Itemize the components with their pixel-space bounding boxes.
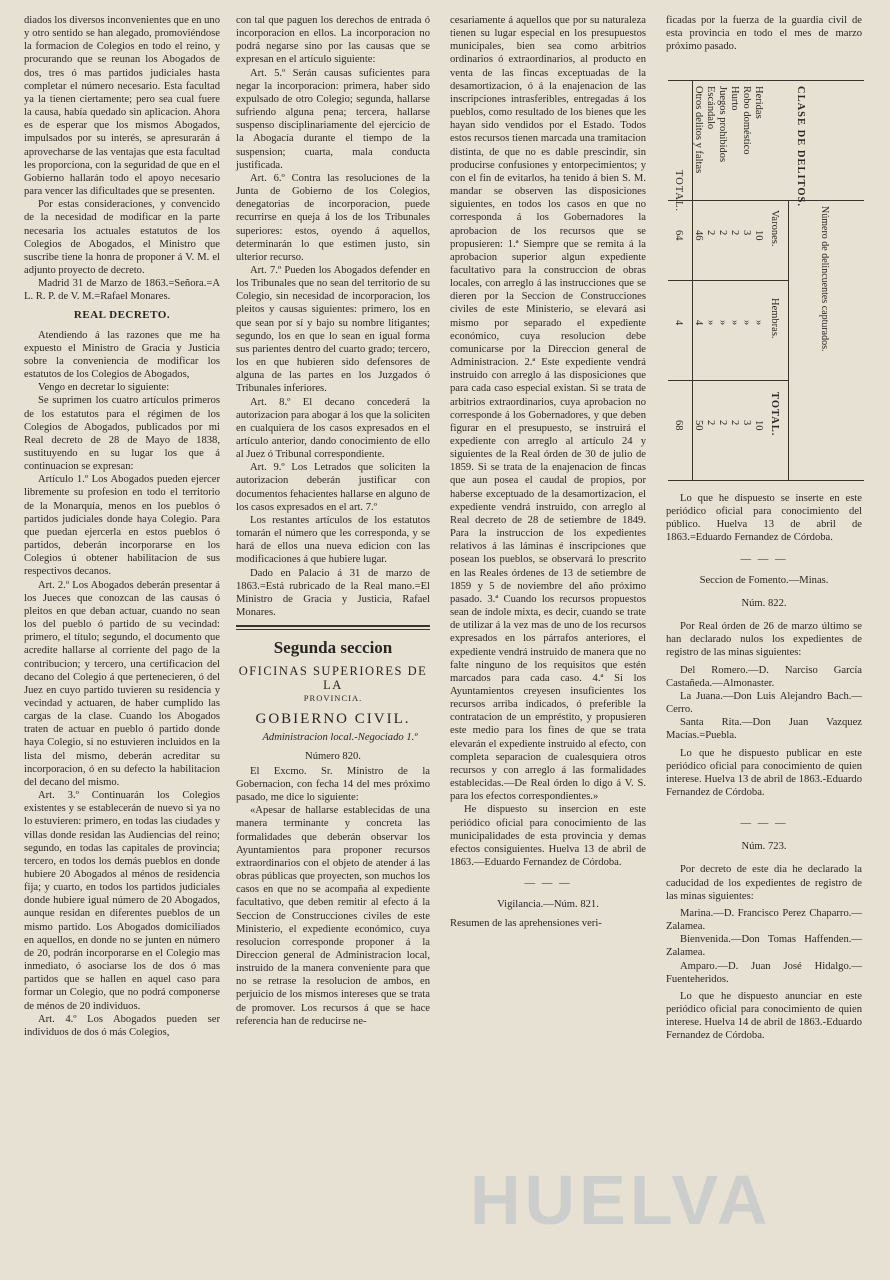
mine-entry: Amparo.—D. Juan José Hidalgo.—Fuenteheridos. bbox=[666, 960, 862, 985]
divider bbox=[236, 625, 430, 627]
article-2: Art. 2.º Los Abogados deberán presentar á los Jueces que conozcan de las causas ó pleitos en que deban actuar, cuando no sean los del pueblo ó partido de su vecindad: primero, el título; segundo, el documento que acredite hallarse al corriente del pago de la contribucion; y tercero, una certificacion del decano del Colegio á que pertenecieren, ó del Juez en cuyo partido tuvieren su residencia y vecindad y actuaren, de haber cumplido las cargas de la clase. Cuando los Abogados traten de actuar en pueblo ó partido donde haya Colegio, si no estuvieren incluidos en la lista del mismo, deberán acreditar su incorporacion, ó en su defecto la habilitacion del decano del mismo. bbox=[24, 579, 220, 788]
table-cell-hembras: » bbox=[729, 320, 740, 326]
table-cell-delito: Juegos prohibidos bbox=[717, 86, 728, 163]
office-subheading: PROVINCIA. bbox=[303, 693, 363, 704]
paragraph: Por Real órden de 26 de marzo último se han declarado nulos los expedientes de registro de las minas siguientes: bbox=[666, 621, 862, 659]
mine-entry: Santa Rita.—Don Juan Vazquez Macías.=Puebla. bbox=[666, 717, 862, 742]
article-6: Art. 6.º Contra las resoluciones de la Junta de Gobierno de los Colegios, denegatorias de incorporacion, puede recurrirse en queja á los de los Tribunales superiores: estos, oyendo á aquellos, determinarán lo que estimen justo, sin ulterior recurso. bbox=[236, 172, 430, 263]
table-border bbox=[668, 80, 864, 81]
signature-line: Madrid 31 de Marzo de 1863.=Señora.=A L. R. P. de V. M.=Rafael Monares. bbox=[24, 278, 220, 303]
table-cell-total: 3 bbox=[741, 420, 752, 426]
mine-entry: Bienvenida.—Don Tomas Haffenden.—Zalamea. bbox=[666, 934, 862, 959]
table-total-hembras: 4 bbox=[673, 320, 684, 326]
notice-number: Núm. 723. bbox=[741, 841, 787, 853]
paragraph: ficadas por la fuerza de la guardia civil de esta provincia en todo el mes de marzo próximo pasado. bbox=[666, 15, 862, 53]
column-3 bbox=[450, 14, 646, 931]
article-7: Art. 7.º Pueden los Abogados defender en los Tribunales que no sean del territorio de su Colegio, sin necesidad de incorporacion, los pleitos y causas siguientes: primero, los en que sean por sí y bajo su nombre litigantes; segundo, los en que lo sean en igual forma sus parientes dentro del cuarto grado; tercero, los en que hubieren sido defensores de alguna de las partes en los Juzgados ó Tribunales inferiores. bbox=[236, 264, 430, 395]
table-cell-varones: 2 bbox=[717, 230, 728, 236]
paragraph: Lo que he dispuesto anunciar en este periódico oficial para conocimiento de quien interese. Huelva 14 de abril de 1863.-Eduardo Fernandez de Córdoba. bbox=[666, 990, 862, 1042]
table-total-total: 68 bbox=[673, 420, 684, 431]
notice-number: Número 820. bbox=[305, 750, 361, 762]
table-total-varones: 64 bbox=[673, 230, 684, 241]
paragraph: Por estas consideraciones, y convencido de la necesidad de modificar en la parte necesaria los actuales estatutos de los Colegios de Abogados, el Ministro que suscribe tiene la honra de proponer á V. M. el adjunto proyecto de decreto. bbox=[24, 199, 220, 276]
table-cell-varones: 2 bbox=[705, 230, 716, 236]
column-1 bbox=[24, 14, 220, 1039]
paragraph: Vengo en decretar lo siguiente: bbox=[38, 382, 170, 394]
divider: — — — bbox=[740, 553, 788, 565]
paragraph: Lo que he dispuesto se inserte en este periódico oficial para conocimiento del público. Huelva 13 de abril de 1863.=Eduardo Fernandez de Córdoba. bbox=[666, 493, 862, 544]
office-heading: OFICINAS SUPERIORES DE LA bbox=[238, 664, 428, 693]
paragraph: Por decreto de este dia he declarado la caducidad de los expedientes de registro de las minas siguientes: bbox=[666, 864, 862, 902]
mine-entry: Del Romero.—D. Narciso García Castañeda.—Almonaster. bbox=[666, 664, 862, 689]
table-cell-total: 2 bbox=[717, 420, 728, 426]
paragraph: El Excmo. Sr. Ministro de la Gobernacion, con fecha 14 del mes próximo pasado, me dice lo siguiente: bbox=[236, 765, 430, 804]
article-4: Art. 4.º Los Abogados pueden ser individuos de dos ó más Colegios, bbox=[24, 1013, 220, 1038]
article-5: Art. 5.º Serán causas suficientes para negar la incorporacion: primera, haber sido expulsado de otro Colegio; segunda, hallarse sufriendo alguna pena; tercera, hallarse suspenso disciplinariamente del ejercicio de la Abogacía durante el tiempo de la suspension; cuarta, mala conducta justificada. bbox=[236, 67, 430, 171]
department-label: Administracion local.-Negociado 1.º bbox=[262, 731, 418, 743]
paragraph: Atendiendo á las razones que me ha expuesto el Ministro de Gracia y Justicia sobre la conveniencia de modificar los estatutos de los Colegios de Abogados, bbox=[24, 329, 220, 381]
table-cell-hembras: » bbox=[717, 320, 728, 326]
table-cell-total: 2 bbox=[729, 420, 740, 426]
table-cell-delito: Robo doméstico bbox=[741, 86, 752, 155]
divider: — — — bbox=[524, 878, 572, 890]
table-header-hembras: Hembras. bbox=[769, 298, 780, 339]
table-cell-total: 2 bbox=[705, 420, 716, 426]
arrests-table bbox=[668, 80, 864, 480]
table-cell-delito: Hurto bbox=[729, 86, 740, 111]
mine-entry: Marina.—D. Francisco Perez Chaparro.—Zalamea. bbox=[666, 907, 862, 933]
paragraph: Lo que he dispuesto publicar en este periódico oficial para conocimiento de quien interese. Huelva 13 de abril de 1863.-Eduardo Fernandez de Córdoba. bbox=[666, 747, 862, 798]
gobierno-heading: GOBIERNO CIVIL. bbox=[255, 711, 411, 728]
column-4-lower bbox=[666, 492, 862, 1042]
table-header-clase: CLASE DE DELITOS. bbox=[795, 86, 806, 207]
table-border bbox=[668, 380, 788, 381]
table-border bbox=[788, 200, 789, 480]
article-9: Art. 9.º Los Letrados que soliciten la autorizacion deberán justificar con documentos fehacientes hallarse en alguno de los casos expresados en el art. 7.º bbox=[236, 462, 430, 513]
column-2 bbox=[236, 14, 430, 1028]
table-border bbox=[668, 280, 788, 281]
signature-line: Dado en Palacio á 31 de marzo de 1863.=Está rubricado de la Real mano.=El Ministro de Gracia y Justicia, Rafael Monares. bbox=[236, 567, 430, 619]
table-header-total: TOTAL. bbox=[769, 392, 780, 437]
table-cell-delito: Otros delitos y faltas bbox=[693, 86, 704, 174]
section-heading-fomento: Seccion de Fomento.—Minas. bbox=[699, 574, 829, 586]
table-cell-varones: 46 bbox=[693, 230, 704, 241]
article-8: Art. 8.º El decano concederá la autorizacion para abogar á los que la soliciten en cualquiera de los casos expresados en el artículo anterior, dando conocimiento de ello al Juez ó Tribunal correspondiente. bbox=[236, 396, 430, 461]
table-total-label: TOTAL. bbox=[673, 170, 684, 213]
table-cell-hembras: » bbox=[705, 320, 716, 326]
paragraph: Se suprimen los cuatro artículos primeros de los estatutos para el régimen de los Colegios de Abogados, publicados por mi Real decreto de 28 de Mayo de 1838, sustituyendo en su lugar los que á continuacion se expresan: bbox=[24, 395, 220, 473]
notice-number: Vigilancia.—Núm. 821. bbox=[497, 899, 599, 911]
paragraph: Los restantes artículos de los estatutos tomarán el número que les corresponda, y se hará de ellos una nueva edicion con las modificaciones á que hubiere lugar. bbox=[236, 514, 430, 566]
watermark-logo: HUELVA bbox=[470, 1161, 772, 1239]
divider bbox=[236, 629, 430, 630]
paragraph: Resumen de las aprehensiones veri- bbox=[450, 918, 602, 930]
notice-number: Núm. 822. bbox=[741, 597, 787, 609]
table-header-varones: Varones. bbox=[769, 210, 780, 247]
table-cell-hembras: » bbox=[753, 320, 764, 326]
divider: — — — bbox=[740, 818, 788, 830]
table-header-numero: Número de delincuentes capturados. bbox=[819, 206, 830, 352]
column-4 bbox=[666, 14, 862, 53]
table-cell-varones: 2 bbox=[729, 230, 740, 236]
table-cell-varones: 3 bbox=[741, 230, 752, 236]
article-1: Artículo 1.º Los Abogados pueden ejercer libremente su profesion en todo el territorio de la Monarquía, menos en los pueblos ó partidos judiciales donde haya Colegio. Para que puedan ejercerla en estos pueblos ó partidos, deberán incorporarse en los Colegios ú obtener habilitacion de sus respectivos decanos. bbox=[24, 474, 220, 578]
section-title: Segunda seccion bbox=[273, 638, 393, 658]
table-cell-varones: 10 bbox=[753, 230, 764, 241]
table-cell-delito: Escándalo bbox=[705, 86, 716, 130]
paragraph: cesariamente á aquellos que por su naturaleza tienen su lugar especial en los presupuestos municipales, bien sea como arbitrios ordinarios ó extraordinarios, al producto en venta de las fincas exceptuadas de la desamortizacion, ó á la enajenacion de las inscripciones intrasferibles, entregadas á los pueblos, como resultado de los bienes que les hayan sido vendidos por el Estado. Todos estos recursos tienen marcada una tramitacion distinta, de que no es dable prescindir, sin producirse confusiones y entorpecimientos; y con el fin de evitarlos, ha tenido á bien S. M. mandar se observen las disposiciones siguientes, en todos los casos en que no corresponda á los Gobernadores la aprobacion de los recursos que se propusieren: 1.ª Siempre que se remita á la aprobacion superior algun expediente facultativo para la construccion de obras locales, con arreglo á las instrucciones que se dieren por la Seccion de Construcciones civiles de este Ministerio, se elevará asi mismo por separado el expediente económico, cuya resolucion debe comunicarse por la Direccion general de Administracion. 2.ª Este expediente vendrá instruido con arreglo á las disposiciones que para cada caso especial existan. Si se trata de arbitrios extraordinarios, cuya aprobacion no corresponde á los Gobernadores, y que deben figurar en el presupuesto, se instruirá el expediente con arreglo al artículo 24 y siguientes de la Real órden de 30 de julio de 1859. Si se trata de la enajenacion de fincas que aun posea el caudal de propios, por haberse exceptuado de la desamortizacion, el expediente vendrá instruido, con arreglo al Real decreto de 28 de setiembre de 1849. Para la instruccion de los expedientes relativos á las láminas é inscripciones que posean los pueblos, se observará lo prescrito en las Reales órdenes de 13 de setiembre de 1859 y 5 de noviembre del año próximo pasado. 3.ª Cuando los recursos propuestos sean de índole mixta, es decir, cuando se trate de utilizar á la vez mas de uno de los recursos expresados en los párrafos anteriores, el expediente vendrá instruido de manera que no falte ninguno de los requisitos que estén marcados para cada caso. 4.ª Si los Ayuntamientos creyesen insuficientes los recursos arriba indicados, ó preferible la contratacion de un empréstito, y propusieren este medio para los fines de que se trata elevarán el expediente instruido al efecto, con completa separacion de cualesquiera otros recursos y con arreglo á las formalidades establecidas.—De Real órden lo digo á V. S. para los efectos correspondientes.» bbox=[450, 15, 646, 803]
table-cell-hembras: » bbox=[741, 320, 752, 326]
table-cell-delito: Heridas bbox=[753, 86, 764, 119]
paragraph: con tal que paguen los derechos de entrada ó incorporacion en ellos. La incorporacion no podrá negarse sino por las causas que se expresan en el artículo siguiente: bbox=[236, 15, 430, 66]
table-cell-total: 10 bbox=[753, 420, 764, 431]
table-cell-hembras: 4 bbox=[693, 320, 704, 326]
mine-entry: La Juana.—Don Luis Alejandro Bach.—Cerro. bbox=[666, 690, 862, 716]
table-cell-total: 50 bbox=[693, 420, 704, 431]
section-heading-real-decreto: REAL DECRETO. bbox=[73, 309, 171, 322]
paragraph: «Apesar de hallarse establecidas de una manera terminante y concreta las formalidades que deberán observar los Ayuntamientos para proponer recursos extraordinarios con el objeto de atender á las obras públicas que proyecten, son muchos los casos en que no se acompaña al expediente facultativo, que deben remitir al efecto á la Seccion de Construcciones civiles de este Ministerio, el expediente económico, cuya resolucion corresponde proponer á la Direccion general de Administracion local, instruido de la manera conveniente para que no se retrase la resolucion de ambos, en perjuicio de los mismos intereses que se trata de promover. Los recursos á que se hace referencia han de reducirse ne- bbox=[236, 805, 430, 1027]
article-3: Art. 3.º Continuarán los Colegios existentes y se establecerán de nuevo si ya no lo estuvieren: primero, en todas las ciudades y villas donde residan las Audiencias del reino; segundo, en todas las capitales de provincia; tercero, en todos los demás pueblos en donde hubiere 20 Abogados al ménos de residencia fija; y cuarto, en todos los partidos judiciales donde hubiere igual número de 20 Abogados, aunque residan en diferentes pueblos de un mismo partido. Los Abogados domiciliados en aquellos, en donde no se junten en número de 20, podrán incorporarse en el Colegio mas inmediato, ó asociarse los de dos ó mas partidos que se hallen en aquel caso para formar un Colegio, que no podrá componerse de ménos de 20 individuos. bbox=[24, 790, 220, 1012]
table-border bbox=[668, 480, 864, 481]
table-border bbox=[668, 200, 864, 201]
paragraph: diados los diversos inconvenientes que en uno y otro sentido se han alegado, promoviéndose la formacion de Colegios en todo el reino, y procurando que se reunan los Abogados de dos, tres ó mas partidos judiciales hasta completar el número necesario. Esta facultad ya la tienen ciertamente; pero sea cual fuere la causa, había quedado sin aplicacion. Ahora es de esperar que los mismos Abogados, impulsados por su interés, se apresurarán á aprovecharse de las ventajas que esta facultad les proporciona, con la seguridad de que en el Gobierno hallarán todo el apoyo necesario para vencer las dificultades que se presenten. bbox=[24, 15, 220, 198]
paragraph: He dispuesto su insercion en este periódico oficial para conocimiento de las municipalidades de esta provincia y demas efectos consiguientes. Huelva 13 de abril de 1863.—Eduardo Fernandez de Córdoba. bbox=[450, 804, 646, 868]
